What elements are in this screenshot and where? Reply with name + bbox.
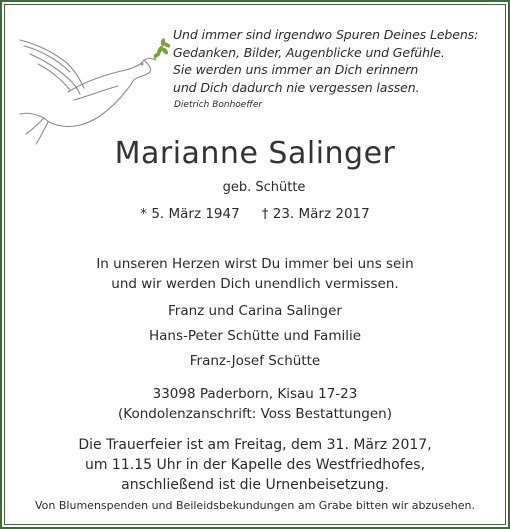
quote-text xyxy=(173,26,503,96)
message-line: In unseren Herzen wirst Du immer bei uns sein xyxy=(96,256,414,272)
mourner-name: Franz und Carina Salinger xyxy=(168,303,342,319)
birth-date: * 5. März 1947 xyxy=(140,206,240,222)
condolence-address xyxy=(0,384,510,424)
mourner-name: Hans-Peter Schütte und Familie xyxy=(148,328,362,344)
footer-note: Von Blumenspenden und Beileidsbekundungen am Grabe bitten wir abzusehen. xyxy=(35,499,475,512)
quote-line: Sie werden uns immer an Dich erinnern xyxy=(173,62,419,77)
service-line: anschließend ist die Urnenbeisetzung. xyxy=(121,477,389,493)
address-line: 33098 Paderborn, Kisau 17-23 xyxy=(152,386,358,402)
deceased-name: Marianne Salinger xyxy=(114,136,396,171)
quote-line: Gedanken, Bilder, Augenblicke und Gefühle. xyxy=(173,44,445,60)
farewell-message xyxy=(0,254,510,294)
funeral-service-info xyxy=(0,435,510,495)
life-dates xyxy=(0,206,510,222)
mourner-name: Franz-Josef Schütte xyxy=(189,353,321,369)
birth-name: geb. Schütte xyxy=(222,180,306,195)
quote-line: und Dich dadurch nie vergessen lassen. xyxy=(173,79,420,95)
service-line: Die Trauerfeier ist am Freitag, dem 31. März 2017, xyxy=(78,437,432,453)
dove-icon xyxy=(14,30,172,148)
death-date: † 23. März 2017 xyxy=(261,206,370,222)
quote-author: Dietrich Bonhoeffer xyxy=(174,100,263,110)
service-line: um 11.15 Uhr in der Kapelle des Westfriedhofes, xyxy=(84,457,426,473)
message-line: und wir werden Dich unendlich vermissen. xyxy=(111,276,399,292)
address-line: (Kondolenzanschrift: Voss Bestattungen) xyxy=(118,406,392,422)
mourners-list xyxy=(0,299,510,374)
quote-line: Und immer sind irgendwo Spuren Deines Lebens: xyxy=(173,27,479,42)
